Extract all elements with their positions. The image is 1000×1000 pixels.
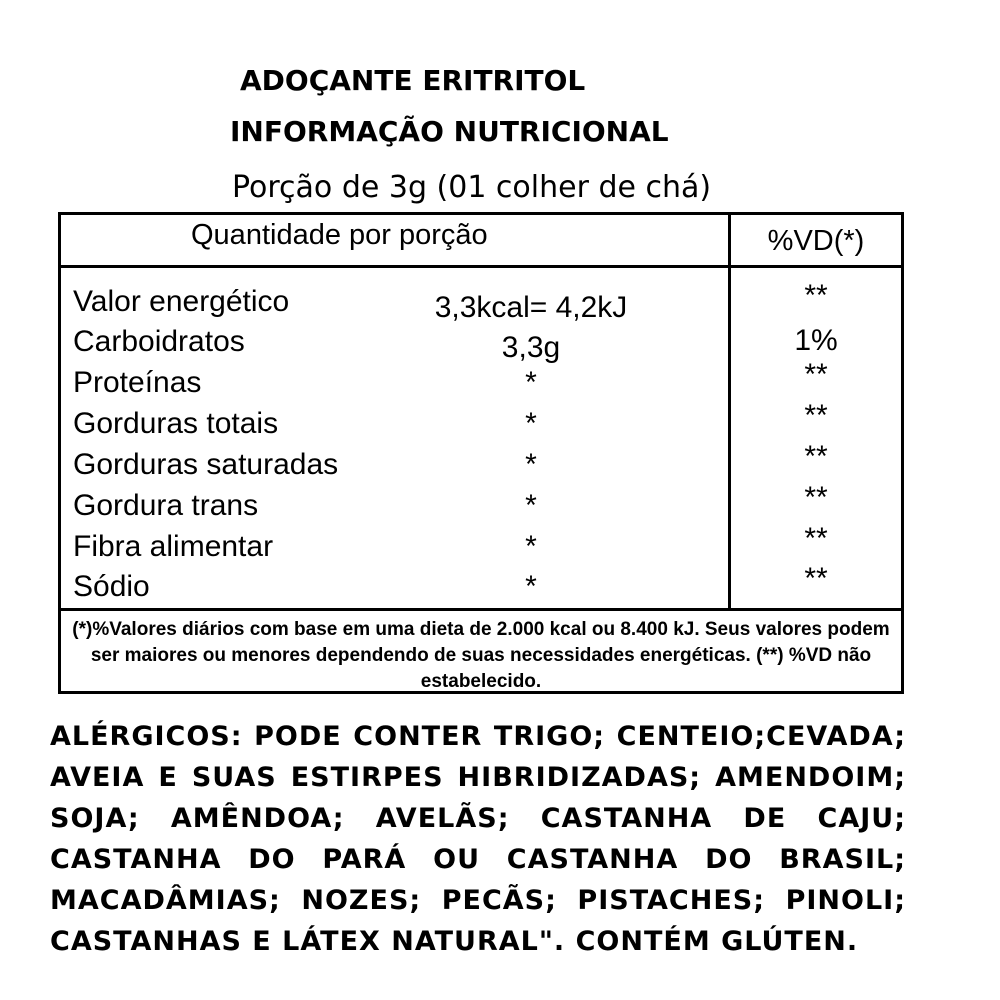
- nutrient-amount: *: [525, 366, 537, 399]
- nutrient-amount: *: [525, 407, 537, 440]
- allergen-warning: ALÉRGICOS: PODE CONTER TRIGO; CENTEIO;CEVADA; AVEIA E SUAS ESTIRPES HIBRIDIZADAS; AMENDOIM; SOJA; AMÊNDOA; AVELÃS; CASTANHA DE CAJU; CASTANHA DO PARÁ OU CASTANHA DO BRASIL; MACADÂMIAS; NOZES; PECÃS; PISTACHES; PINOLI; CASTANHAS E LÁTEX NATURAL". CONTÉM GLÚTEN.: [50, 721, 906, 957]
- nutrient-vd: **: [804, 562, 828, 595]
- portion-size: Porção de 3g (01 colher de chá): [232, 170, 712, 205]
- nutrient-vd: **: [804, 399, 828, 432]
- header-quantity: Quantidade por porção: [191, 219, 488, 251]
- nutrient-name: Gordura trans: [73, 489, 259, 522]
- nutrition-heading: INFORMAÇÃO NUTRICIONAL: [230, 115, 669, 148]
- nutrition-table: [58, 212, 904, 694]
- nutrient-name: Sódio: [73, 570, 150, 603]
- table-row-sodium: [61, 562, 901, 610]
- nutrient-name: Valor energético: [73, 285, 290, 318]
- nutrient-amount: 3,3g: [501, 331, 561, 364]
- nutrient-vd: **: [804, 358, 828, 391]
- nutrient-name: Carboidratos: [73, 325, 245, 358]
- nutrient-amount: *: [525, 448, 537, 481]
- nutrient-amount: 3,3kcal= 4,2kJ: [434, 291, 628, 324]
- nutrient-vd: **: [804, 481, 828, 514]
- nutrient-vd: **: [804, 440, 828, 473]
- header-vd: %VD(*): [767, 225, 865, 257]
- nutrient-name: Proteínas: [73, 366, 202, 399]
- nutrient-name: Gorduras saturadas: [73, 448, 339, 481]
- product-title: ADOÇANTE ERITRITOL: [240, 64, 586, 97]
- nutrient-amount: *: [525, 530, 537, 563]
- nutrient-vd: **: [804, 522, 828, 555]
- nutrient-name: Fibra alimentar: [73, 530, 274, 563]
- nutrient-amount: *: [525, 570, 537, 603]
- nutrient-name: Gorduras totais: [73, 407, 279, 440]
- table-footnote: (*)%Valores diários com base em uma dieta de 2.000 kcal ou 8.400 kJ. Seus valores podem ser maiores ou menores dependendo de suas necessidades energéticas. (**) %VD não estabelecido.: [72, 619, 890, 692]
- table-row-energy: [61, 279, 901, 325]
- nutrient-vd: 1%: [794, 324, 838, 357]
- nutrient-vd: **: [804, 279, 828, 312]
- nutrient-amount: *: [525, 489, 537, 522]
- header-divider: [61, 265, 901, 268]
